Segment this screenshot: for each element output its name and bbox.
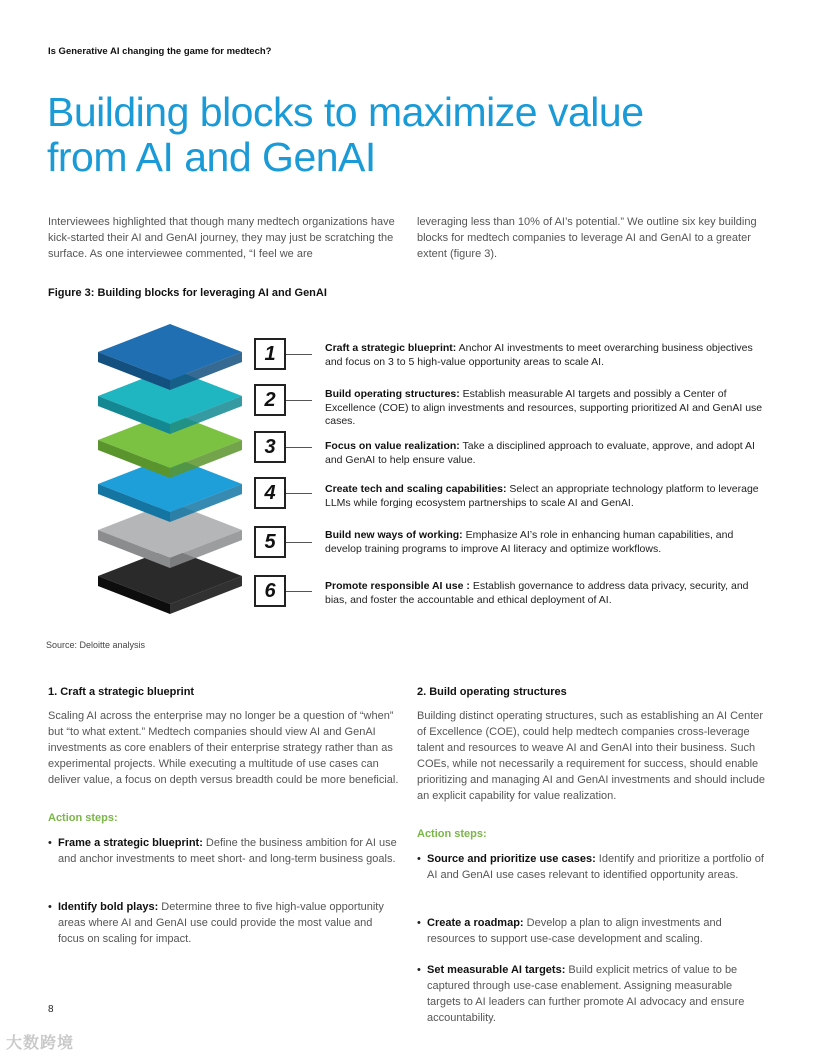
block-connector-3 [286, 447, 312, 448]
section-1-bullet-2 [48, 899, 400, 947]
page-title-line-1: Building blocks to maximize value [47, 89, 644, 135]
block-number-6: 6 [254, 575, 286, 607]
block-description-4 [325, 483, 765, 510]
block-number-2: 2 [254, 384, 286, 416]
block-description-2 [325, 388, 765, 429]
section-1-heading: 1. Craft a strategic blueprint [48, 686, 195, 698]
section-1-bullet-text: Determine three to five high-value opportunity areas where AI and GenAI use could provide the most value and focus on scaling for impact. [58, 901, 384, 945]
section-1-bullet-label: Identify bold plays: [58, 901, 159, 913]
block-connector-6 [286, 591, 312, 592]
block-connector-5 [286, 542, 312, 543]
running-head: Is Generative AI changing the game for medtech? [48, 46, 272, 57]
block-description-3 [325, 440, 765, 467]
block-label-5: Build new ways of working: [325, 529, 463, 541]
section-2-bullet-2 [417, 915, 767, 947]
section-2-bullet-label: Source and prioritize use cases: [427, 853, 596, 865]
block-label-4: Create tech and scaling capabilities: [325, 483, 507, 495]
intro-left-column: Interviewees highlighted that though many medtech organizations have kick-started their AI and GenAI journey, they may just be scratching the surface. As one interviewee commented, “I feel we are [48, 216, 395, 260]
block-text-5: Emphasize AI’s role in enhancing human capabilities, and develop training programs to improve AI literacy and optimize workflows. [325, 529, 734, 555]
figure-title: Figure 3: Building blocks for leveraging AI and GenAI [48, 287, 327, 299]
block-text-1: Anchor AI investments to meet overarching business objectives and focus on 3 to 5 high-value opportunity areas to scale AI. [325, 342, 753, 368]
section-2-bullet-label: Set measurable AI targets: [427, 964, 566, 976]
building-block-slab-1 [98, 324, 242, 390]
block-text-2: Establish measurable AI targets and possibly a Center of Excellence (COE) to align investments and resources, supporting prioritized AI and GenAI use cases. [325, 388, 763, 427]
block-description-6 [325, 580, 765, 607]
section-2-bullet-3 [417, 962, 767, 1026]
section-1-bullet-1 [48, 835, 400, 867]
intro-right-column: leveraging less than 10% of AI’s potential.” We outline six key building blocks for medtech companies to leverage AI and GenAI to a greater extent (figure 3). [417, 216, 757, 260]
section-1-action-label: Action steps: [48, 812, 118, 824]
block-label-6: Promote responsible AI use : [325, 580, 470, 592]
block-number-4: 4 [254, 477, 286, 509]
block-connector-1 [286, 354, 312, 355]
block-number-5: 5 [254, 526, 286, 558]
watermark-logo: 大数跨境 [6, 1035, 75, 1052]
block-label-1: Craft a strategic blueprint: [325, 342, 457, 354]
block-label-3: Focus on value realization: [325, 440, 460, 452]
page-number: 8 [48, 1004, 54, 1015]
section-2-bullet-text: Identify and prioritize a portfolio of AI and GenAI use cases relevant to identified opportunity areas. [427, 853, 764, 881]
block-number-1: 1 [254, 338, 286, 370]
block-connector-2 [286, 400, 312, 401]
section-2-bullet-text: Build explicit metrics of value to be captured through use-case enablement. Assigning measurable targets to AI leaders can further promote AI advocacy and ensure accountability. [427, 964, 745, 1024]
section-1-bullet-text: Define the business ambition for AI use and anchor investments to meet short- and long-term business goals. [58, 837, 397, 865]
figure-source: Source: Deloitte analysis [46, 640, 146, 650]
building-blocks-stack-illustration [90, 320, 250, 620]
section-1-body: Scaling AI across the enterprise may no longer be a question of “when” but “to what extent.” Medtech companies should view AI and GenAI investments as core enablers of their enterprise strategy rather than as experimental projects. While executing a multitude of use cases can deliver value, a focus on depth versus breadth could be more beneficial. [48, 710, 399, 786]
block-text-3: Take a disciplined approach to evaluate, approve, and adopt AI and GenAI to help ensure value. [325, 440, 755, 466]
block-description-1 [325, 342, 765, 369]
page-title [47, 90, 767, 180]
block-number-3: 3 [254, 431, 286, 463]
section-1-bullet-label: Frame a strategic blueprint: [58, 837, 203, 849]
block-connector-4 [286, 493, 312, 494]
block-text-4: Select an appropriate technology platform to leverage LLMs while forging ecosystem partnerships to scale AI and GenAI. [325, 483, 759, 509]
block-description-5 [325, 529, 765, 556]
section-2-action-label: Action steps: [417, 828, 487, 840]
page-title-line-2: from AI and GenAI [47, 134, 376, 180]
section-2-bullet-text: Develop a plan to align investments and resources to support use-case development and scaling. [427, 917, 722, 945]
block-label-2: Build operating structures: [325, 388, 460, 400]
section-2-heading: 2. Build operating structures [417, 686, 567, 698]
section-2-body: Building distinct operating structures, such as establishing an AI Center of Excellence (COE), could help medtech companies cross-leverage talent and resources to weave AI and GenAI into their business. Such COEs, while not necessarily a requirement for success, should enable prioritizing and managing AI and GenAI investments and should include an explicit capability for value realization. [417, 710, 765, 802]
section-2-bullet-1 [417, 851, 767, 883]
section-2-bullet-label: Create a roadmap: [427, 917, 524, 929]
block-text-6: Establish governance to address data privacy, security, and bias, and foster the accountable and ethical deployment of AI. [325, 580, 749, 606]
